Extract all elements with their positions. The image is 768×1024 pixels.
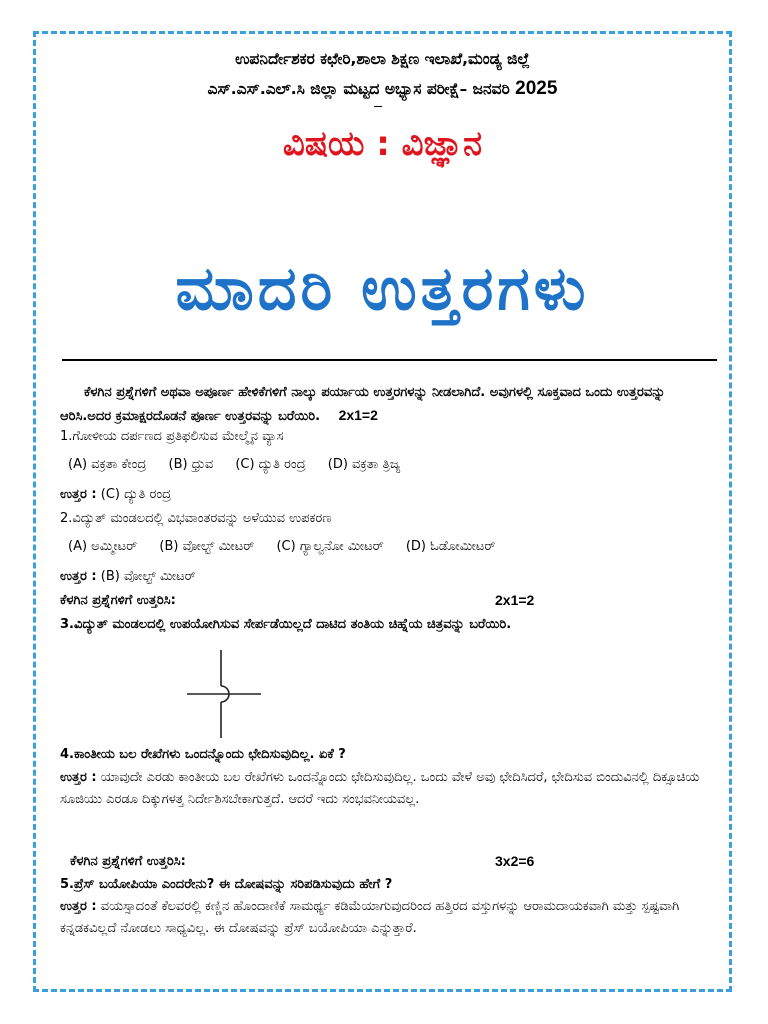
q3-question: 3.ವಿದ್ಯುತ್ ಮಂಡಲದಲ್ಲಿ ಉಪಯೋಗಿಸುವ ಸೇರ್ಪಡೆಯಿಲ್ಲದೆ ದಾಟಿದ ತಂತಿಯ ಚಿಹ್ನೆಯ ಚಿತ್ರವನ್ನು ಬರೆಯಿರಿ. [60,617,512,632]
q5-answer-text: ವಯಸ್ಸಾದಂತೆ ಕೆಲವರಲ್ಲಿ ಕಣ್ಣಿನ ಹೊಂದಾಣಿಕೆ ಸಾಮರ್ಥ್ಯ ಕಡಿಮೆಯಾಗುವುದರಿಂದ ಹತ್ತಿರದ ವಸ್ತುಗಳನ್ನು ಆರಾಮದಾಯಕವಾಗಿ ಮತ್ತು ಸ್ಪಷ್ಟವಾಗಿ ಕನ್ನಡಕವಿಲ್ಲದೆ ನೋಡಲು ಸಾಧ್ಯವಿಲ್ಲ. ಈ ದೋಷವನ್ನು ಪ್ರೆಸ್ ಬಯೋಪಿಯಾ ಎನ್ನುತ್ತಾರೆ. [60,899,680,936]
q2-question: 2.ವಿದ್ಯುತ್ ಮಂಡಲದಲ್ಲಿ ವಿಭವಾಂತರವನ್ನು ಅಳೆಯುವ ಉಪಕರಣ [60,511,332,526]
answer-label: ಉತ್ತರ : [60,770,97,785]
section2-instruction: ಕೆಳಗಿನ ಪ್ರಶ್ನೆಗಳಿಗೆ ಉತ್ತರಿಸಿ: [60,593,176,608]
subject-title: ವಿಷಯ : ವಿಜ್ಞಾನ [282,124,483,164]
q1-option-c: (C) ದ್ಯುತಿ ರಂದ್ರ [235,457,306,472]
crossed-wire-symbol [181,646,271,742]
section3-marks: 3x2=6 [495,853,535,869]
q1-option-b: (B) ಧ್ರುವ [168,457,214,472]
q1-option-a: (A) ವಕ್ರತಾ ಕೇಂದ್ರ [68,457,147,472]
section1-marks: 2x1=2 [338,407,378,423]
q5-question: 5.ಪ್ರೆಸ್ ಬಯೋಪಿಯಾ ಎಂದರೇನು? ಈ ದೋಷವನ್ನು ಸರಿಪಡಿಸುವುದು ಹೇಗೆ ? [60,877,393,892]
section3-instruction: ಕೆಳಗಿನ ಪ್ರಶ್ನೆಗಳಿಗೆ ಉತ್ತರಿಸಿ: [70,854,186,869]
horizontal-rule [62,359,717,361]
answer-label: ಉತ್ತರ : [60,487,97,502]
answer-label: ಉತ್ತರ : [60,899,97,914]
q2-answer [60,566,196,588]
q4-question: 4.ಕಾಂತೀಯ ಬಲ ರೇಖೆಗಳು ಒಂದನ್ನೊಂದು ಛೇದಿಸುವುದಿಲ್ಲ. ಏಕೆ ? [60,747,346,762]
section1-instruction: ಕೆಳಗಿನ ಪ್ರಶ್ನೆಗಳಿಗೆ ಅಥವಾ ಅಪೂರ್ಣ ಹೇಳಿಕೆಗಳಿಗೆ ನಾಲ್ಕು ಪರ್ಯಾಯ ಉತ್ತರಗಳನ್ನು ನೀಡಲಾಗಿದೆ. ಅವುಗಳಲ್ಲಿ ಸೂಕ್ತವಾದ ಒಂದು ಉತ್ತರವನ್ನು ಆರಿಸಿ.ಅದರ ಕ್ರಮಾಕ್ಷರದೊಡನೆ ಪೂರ್ಣ ಉತ್ತರವನ್ನು ಬರೆಯಿರಿ. 2x1=2 [60,385,666,424]
section2-marks: 2x1=2 [495,592,535,608]
divider-dash [374,106,382,107]
office-heading: ಉಪನಿರ್ದೇಶಕರ ಕಛೇರಿ,ಶಾಲಾ ಶಿಕ್ಷಣ ಇಲಾಖೆ,ಮಂಡ್ಯ ಜಿಲ್ಲೆ [235,50,530,68]
model-answers-banner: ಮಾದರಿ ಉತ್ತರಗಳು [175,254,590,324]
q5-answer [60,896,720,940]
q2-option-d: (D) ಓಡೋಮೀಟರ್ [405,539,496,554]
q2-option-c: (C) ಗ್ಯಾಲ್ವನೋ ಮೀಟರ್ [276,539,384,554]
q1-options [68,454,418,476]
q4-answer [60,767,720,811]
q2-options [68,536,513,558]
page-border [33,31,732,992]
q4-answer-text: ಯಾವುದೇ ಎರಡು ಕಾಂತೀಯ ಬಲ ರೇಖೆಗಳು ಒಂದನ್ನೊಂದು ಛೇದಿಸುವುದಿಲ್ಲ. ಒಂದು ವೇಳೆ ಅವು ಛೇದಿಸಿದರೆ, ಛೇದಿಸುವ ಬಿಂದುವಿನಲ್ಲಿ ದಿಕ್ಸೂಚಿಯ ಸೂಜಿಯು ಎರಡೂ ದಿಕ್ಕುಗಳತ್ತ ನಿರ್ದೇಶಿಸಬೇಕಾಗುತ್ತದೆ. ಆದರೆ ಇದು ಸಂಭವನೀಯವಲ್ಲ. [60,770,700,807]
exam-title: ಎಸ್.ಎಸ್.ಎಲ್.ಸಿ ಜಿಲ್ಲಾ ಮಟ್ಟದ ಅಭ್ಯಾಸ ಪರೀಕ್ಷೆ– ಜನವರಿ [207,80,510,98]
q1-option-d: (D) ವಕ್ರತಾ ತ್ರಿಜ್ಯ [327,457,401,472]
q2-answer-text: (B) ವೋಲ್ಟ್ ಮೀಟರ್ [100,569,196,584]
exam-year: 2025 [515,78,558,99]
q2-option-a: (A) ಅಮ್ಮೀಟರ್ [68,539,138,554]
q2-option-b: (B) ವೋಲ್ಟ್ ಮೀಟರ್ [159,539,255,554]
q1-answer-text: (C) ದ್ಯುತಿ ರಂದ್ರ [100,487,172,502]
q1-question: 1.ಗೋಳೀಯ ದರ್ಪಣದ ಪ್ರತಿಫಲಿಸುವ ಮೇಲ್ಮೈನ ವ್ಯಾಸ [60,429,284,444]
exam-heading [36,78,729,100]
q1-answer [60,484,171,506]
answer-label: ಉತ್ತರ : [60,569,97,584]
